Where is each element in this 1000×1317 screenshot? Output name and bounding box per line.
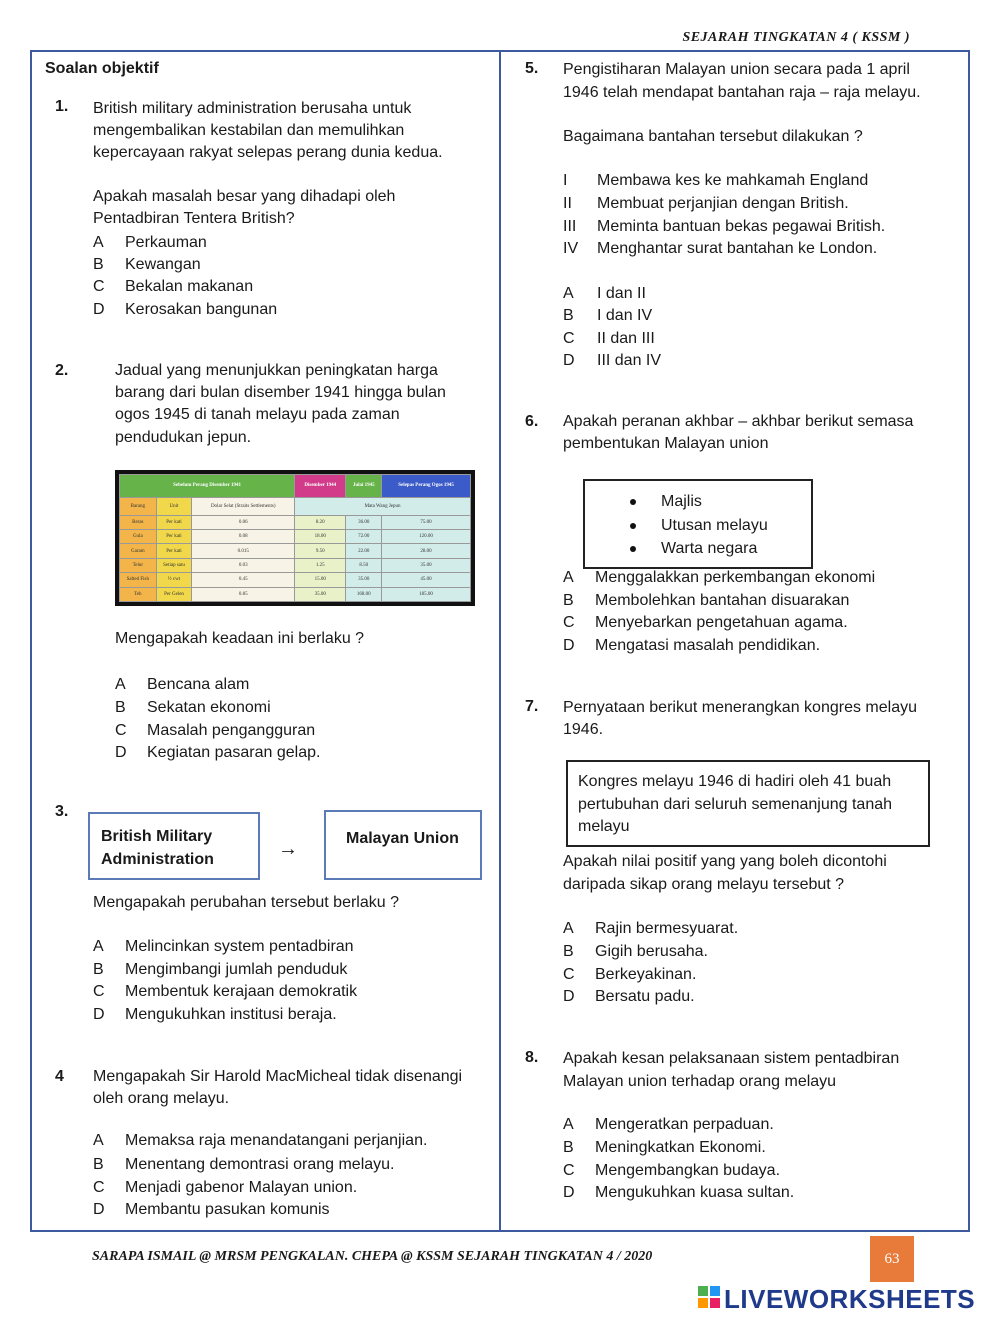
table-cell: 72.00	[346, 530, 382, 544]
q5-number: 5.	[525, 60, 539, 77]
table-cell: Salted Fish	[120, 573, 157, 587]
q1-option-letter: C	[93, 278, 105, 295]
q5-item: Menghantar surat bantahan ke London.	[597, 240, 878, 257]
table-cell: 75.00	[382, 515, 471, 529]
q2-line: barang dari bulan disember 1941 hingga bulan	[115, 384, 446, 401]
q5-item-roman: I	[563, 172, 568, 189]
table-row	[120, 530, 471, 544]
q2-option-letter: A	[115, 676, 126, 693]
page-header: SEJARAH TINGKATAN 4 ( KSSM )	[682, 30, 910, 45]
q6-option-c[interactable]: Menyebarkan pengetahuan agama.	[595, 614, 848, 631]
q3-option-b[interactable]: Mengimbangi jumlah penduduk	[125, 961, 348, 978]
q1-option-d[interactable]: Kerosakan bangunan	[125, 301, 278, 318]
q5-option-a[interactable]: I dan II	[597, 285, 646, 302]
table-row	[120, 558, 471, 572]
q6-option-letter: B	[563, 592, 574, 609]
q4-option-c[interactable]: Menjadi gabenor Malayan union.	[125, 1179, 358, 1196]
q2-option-letter: D	[115, 744, 127, 761]
q1-number: 1.	[55, 98, 69, 115]
q5-item-roman: II	[563, 195, 572, 212]
q2-option-letter: B	[115, 699, 126, 716]
q7-number: 7.	[525, 698, 539, 715]
q1-ask: Apakah masalah besar yang dihadapi oleh	[93, 188, 396, 205]
q5-item-roman: IV	[563, 240, 579, 257]
q5-option-b[interactable]: I dan IV	[597, 307, 653, 324]
table-cell: 28.00	[382, 544, 471, 558]
table-cell: Setiap satu	[156, 558, 192, 572]
price-table-image	[115, 470, 475, 606]
q2-line: pendudukan jepun.	[115, 429, 252, 446]
table-cell: 168.00	[346, 587, 382, 601]
q3-option-a[interactable]: Melincinkan system pentadbiran	[125, 938, 354, 955]
liveworksheets-logo-icon	[698, 1286, 720, 1308]
table-cell: 22.00	[346, 544, 382, 558]
page-footer: SARAPA ISMAIL @ MRSM PENGKALAN. CHEPA @ KSSM SEJARAH TINGKATAN 4 / 2020	[92, 1249, 653, 1264]
q3-number: 3.	[55, 803, 69, 820]
q5-option-letter: A	[563, 285, 574, 302]
kongres-box-text: Kongres melayu 1946 di hadiri oleh 41 buah	[578, 773, 892, 790]
bma-box-text: British Military	[101, 828, 213, 845]
bma-box-text: Administration	[101, 851, 214, 868]
q5-option-letter: B	[563, 307, 574, 324]
table-header-unit: Unit	[156, 497, 192, 515]
q2-option-a[interactable]: Bencana alam	[147, 676, 250, 693]
q6-option-letter: C	[563, 614, 575, 631]
q8-line: Apakah kesan pelaksanaan sistem pentadbiran	[563, 1050, 900, 1067]
newspaper-item: Utusan melayu	[661, 517, 768, 534]
table-header-wang-jepun: Mata Wang Jepun	[295, 497, 471, 515]
q7-ask: Apakah nilai positif yang yang boleh dicontohi	[563, 853, 887, 870]
q5-item-roman: III	[563, 218, 577, 235]
table-cell: Garam	[120, 544, 157, 558]
table-cell: Per kati	[156, 530, 192, 544]
q5-option-letter: D	[563, 352, 575, 369]
q4-number: 4	[55, 1068, 64, 1085]
q2-line: ogos 1945 di tanah melayu pada zaman	[115, 406, 400, 423]
q4-option-a[interactable]: Memaksa raja menandatangani perjanjian.	[125, 1132, 428, 1149]
table-cell: Teh	[120, 587, 157, 601]
q3-option-letter: D	[93, 1006, 105, 1023]
q7-option-letter: D	[563, 988, 575, 1005]
q6-option-b[interactable]: Membolehkan bantahan disuarakan	[595, 592, 850, 609]
q4-line: Mengapakah Sir Harold MacMicheal tidak disenangi	[93, 1068, 463, 1085]
q5-option-letter: C	[563, 330, 575, 347]
q1-ask: Pentadbiran Tentera British?	[93, 210, 295, 227]
q8-option-b[interactable]: Meningkatkan Ekonomi.	[595, 1139, 766, 1156]
liveworksheets-brand[interactable]: LIVEWORKSHEETS	[724, 1284, 976, 1314]
q4-option-letter: B	[93, 1156, 104, 1173]
table-header-barang: Barang	[120, 497, 157, 515]
table-row	[120, 587, 471, 601]
newspaper-item: Warta negara	[661, 540, 758, 557]
q3-ask: Mengapakah perubahan tersebut berlaku ?	[93, 894, 399, 911]
q6-number: 6.	[525, 413, 539, 430]
q5-line: Pengistiharan Malayan union secara pada 1 april	[563, 61, 910, 78]
table-row	[120, 573, 471, 587]
q1-option-c[interactable]: Bekalan makanan	[125, 278, 254, 295]
q1-option-letter: A	[93, 234, 104, 251]
q5-line: 1946 telah mendapat bantahan raja – raja melayu.	[563, 84, 921, 101]
column-divider	[499, 50, 501, 1232]
table-cell: 0.45	[192, 573, 295, 587]
q6-option-letter: A	[563, 569, 574, 586]
q1-option-b[interactable]: Kewangan	[125, 256, 201, 273]
q8-option-a[interactable]: Mengeratkan perpaduan.	[595, 1116, 774, 1133]
q4-option-d[interactable]: Membantu pasukan komunis	[125, 1201, 330, 1218]
table-cell: 35.00	[346, 573, 382, 587]
table-cell: 1.25	[295, 558, 346, 572]
kongres-box-text: pertubuhan dari seluruh semenanjung tanah	[578, 796, 893, 813]
q8-option-letter: A	[563, 1116, 574, 1133]
table-cell: 8.50	[346, 558, 382, 572]
kongres-box-text: melayu	[578, 818, 630, 835]
bullet-icon	[630, 499, 636, 505]
table-cell: 0.015	[192, 544, 295, 558]
table-cell: 18.00	[295, 530, 346, 544]
table-cell: 36.00	[346, 515, 382, 529]
q5-item: Membawa kes ke mahkamah England	[597, 172, 869, 189]
table-cell: Per kati	[156, 515, 192, 529]
bullet-icon	[630, 523, 636, 529]
q3-option-letter: A	[93, 938, 104, 955]
table-cell: 15.00	[295, 573, 346, 587]
q8-option-d[interactable]: Mengukuhkan kuasa sultan.	[595, 1184, 795, 1201]
q3-option-letter: B	[93, 961, 104, 978]
table-row	[120, 544, 471, 558]
table-cell: 35.00	[295, 587, 346, 601]
q1-line: mengembalikan kestabilan dan memulihkan	[93, 122, 405, 139]
newspaper-item: Majlis	[661, 493, 702, 510]
q2-ask: Mengapakah keadaan ini berlaku ?	[115, 630, 365, 647]
q7-line: Pernyataan berikut menerangkan kongres melayu	[563, 699, 917, 716]
price-table	[119, 474, 471, 602]
q3-option-d[interactable]: Mengukuhkan institusi beraja.	[125, 1006, 337, 1023]
q8-line: Malayan union terhadap orang melayu	[563, 1073, 837, 1090]
table-cell: 35.00	[382, 558, 471, 572]
table-cell: Beras	[120, 515, 157, 529]
q2-number: 2.	[55, 362, 69, 379]
q2-line: Jadual yang menunjukkan peningkatan harga	[115, 362, 438, 379]
table-row	[120, 515, 471, 529]
table-cell: 0.08	[192, 530, 295, 544]
q4-option-letter: C	[93, 1179, 105, 1196]
q6-option-d[interactable]: Mengatasi masalah pendidikan.	[595, 637, 821, 654]
q7-option-letter: B	[563, 943, 574, 960]
q4-line: oleh orang melayu.	[93, 1090, 230, 1107]
q6-option-a[interactable]: Menggalakkan perkembangan ekonomi	[595, 569, 876, 586]
table-cell: 9.50	[295, 544, 346, 558]
q6-line: pembentukan Malayan union	[563, 435, 769, 452]
arrow-right-icon: →	[278, 838, 298, 860]
q8-option-letter: B	[563, 1139, 574, 1156]
q7-option-letter: C	[563, 966, 575, 983]
q1-line: kepercayaan rakyat selepas perang dunia kedua.	[93, 144, 443, 161]
q5-option-c[interactable]: II dan III	[597, 330, 655, 347]
q1-line: British military administration berusaha untuk	[93, 100, 412, 117]
q3-option-letter: C	[93, 983, 105, 1000]
q3-option-c[interactable]: Membentuk kerajaan demokratik	[125, 983, 358, 1000]
q7-ask: daripada sikap orang melayu tersebut ?	[563, 876, 845, 893]
q7-line: 1946.	[563, 721, 604, 738]
table-cell: 8.20	[295, 515, 346, 529]
q1-option-letter: D	[93, 301, 105, 318]
bullet-icon	[630, 546, 636, 552]
page-number: 63	[870, 1236, 914, 1282]
q4-option-letter: A	[93, 1132, 104, 1149]
table-cell: 185.00	[382, 587, 471, 601]
q7-option-b[interactable]: Gigih berusaha.	[595, 943, 708, 960]
q6-line: Apakah peranan akhbar – akhbar berikut semasa	[563, 413, 914, 430]
q8-option-letter: C	[563, 1162, 575, 1179]
table-header-sebelum: Sebelum Perang Disember 1941	[120, 475, 295, 498]
malayan-union-box-text: Malayan Union	[346, 830, 459, 847]
q5-item: Membuat perjanjian dengan British.	[597, 195, 849, 212]
table-header-selepas: Selepas Perang Ogos 1945	[382, 475, 471, 498]
table-cell: Gula	[120, 530, 157, 544]
q4-option-b[interactable]: Menentang demontrasi orang melayu.	[125, 1156, 395, 1173]
q5-item: Meminta bantuan bekas pegawai British.	[597, 218, 886, 235]
table-cell: Per Gelen	[156, 587, 192, 601]
q7-option-a[interactable]: Rajin bermesyuarat.	[595, 920, 739, 937]
table-cell: Telur	[120, 558, 157, 572]
table-cell: 120.00	[382, 530, 471, 544]
q4-option-letter: D	[93, 1201, 105, 1218]
q7-option-letter: A	[563, 920, 574, 937]
q8-option-c[interactable]: Mengembangkan budaya.	[595, 1162, 781, 1179]
q2-option-letter: C	[115, 722, 127, 739]
table-cell: 45.00	[382, 573, 471, 587]
q1-option-letter: B	[93, 256, 104, 273]
q2-option-d[interactable]: Kegiatan pasaran gelap.	[147, 744, 321, 761]
table-cell: 0.85	[192, 587, 295, 601]
q1-option-a[interactable]: Perkauman	[125, 234, 207, 251]
table-header-disember: Disember 1944	[295, 475, 346, 498]
q2-option-b[interactable]: Sekatan ekonomi	[147, 699, 271, 716]
table-cell: Per kati	[156, 544, 192, 558]
section-title: Soalan objektif	[45, 60, 159, 77]
table-cell: 0.06	[192, 515, 295, 529]
q7-option-c[interactable]: Berkeyakinan.	[595, 966, 697, 983]
table-header-julai: Julai 1945	[346, 475, 382, 498]
q8-option-letter: D	[563, 1184, 575, 1201]
q8-number: 8.	[525, 1049, 539, 1066]
table-cell: 0.03	[192, 558, 295, 572]
q6-option-letter: D	[563, 637, 575, 654]
table-header-dolar: Dolar Selat (Straits Settlements)	[192, 497, 295, 515]
q5-ask: Bagaimana bantahan tersebut dilakukan ?	[563, 128, 863, 145]
q2-option-c[interactable]: Masalah pengangguran	[147, 722, 316, 739]
table-cell: ½ cwt	[156, 573, 192, 587]
q5-option-d[interactable]: III dan IV	[597, 352, 662, 369]
q7-option-d[interactable]: Bersatu padu.	[595, 988, 695, 1005]
